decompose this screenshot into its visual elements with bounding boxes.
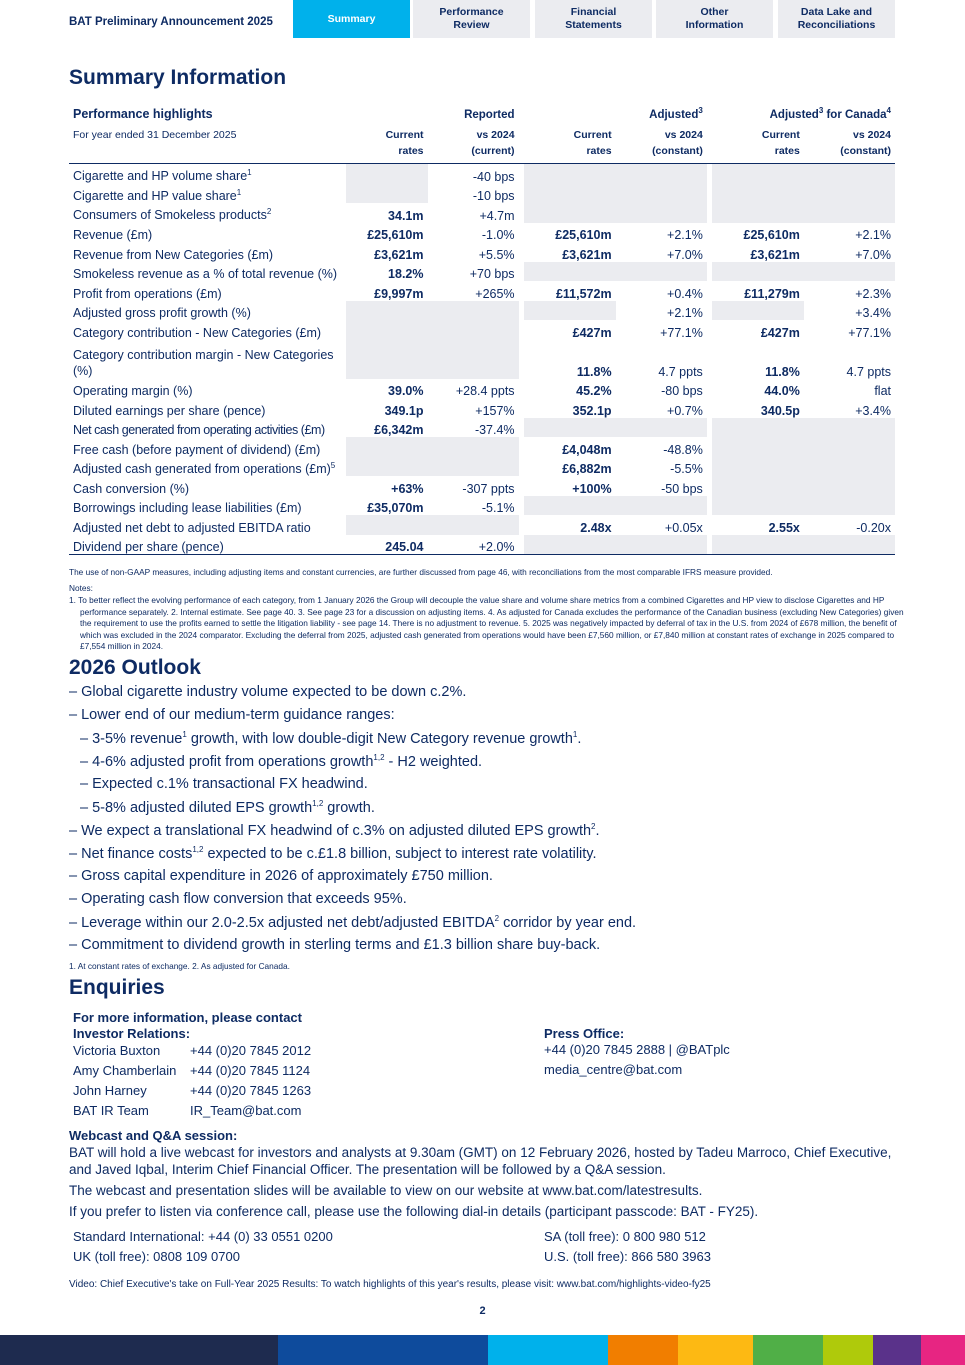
cell-value — [712, 437, 803, 457]
cell-value — [346, 437, 428, 457]
notes-text: 1. To better reflect the evolving performance of each category, from 1 January 2026 the Group will decouple the value share and volume share metrics from a combined Cigarettes and HP view to disclose Cigarettes and HP performance separately. 2. Internal estimate. See page 40. 3. See page 23 for a discussion on adjusting items. 4. As adjusted for Canada excludes the performance of the Canadian business (excluding New Categories) given the requirement to use the profits earned to settle the litigation liability - see page 14. There is no adjustment to revenue. 5. 2025 was negatively impacted by deferral of tax in the U.S. from 2024 of £678 million, the benefit of which was excluded in the 2024 comparator. Excluding the deferral from 2025, adjusted cash generated from operations would have been £7,560 million, or £7,840 million at constant rates of exchange in 2025 compared to £7,554 million in 2024. — [69, 595, 904, 651]
ir-contact-phone[interactable]: +44 (0)20 7845 1263 — [190, 1083, 312, 1098]
cell-value: +2.1% — [855, 228, 891, 242]
outlook-sub-bullet: – 3-5% revenue$^1$ growth, with low double-digit New Category revenue growth$^1$. — [80, 730, 582, 747]
cell-value: +7.0% — [855, 247, 891, 262]
table-row — [69, 398, 895, 418]
cell-value: £11,572m — [555, 286, 612, 301]
dial-in-sa: SA (toll free): 0 800 980 512 — [544, 1229, 706, 1244]
group-reported: Reported — [464, 109, 515, 121]
cell-value — [712, 418, 803, 438]
cell-value: 349.1p — [384, 403, 424, 418]
press-phone[interactable]: +44 (0)20 7845 2888 | @BATplc — [544, 1042, 730, 1057]
table-row — [69, 496, 895, 516]
outlook-bullet: – Global cigarette industry volume expected to be down c.2%. — [69, 684, 467, 700]
cell-value — [346, 320, 428, 340]
cell-value: £4,048m — [562, 442, 612, 457]
footer-color-segment — [278, 1335, 488, 1365]
cell-value: £25,610m — [555, 228, 612, 242]
cell-value — [804, 262, 895, 282]
table-row — [69, 457, 895, 477]
table-row — [69, 184, 895, 204]
outlook-sub-bullet: – 4-6% adjusted profit from operations growth$^{1,2}$ - H2 weighted. — [80, 753, 483, 770]
cell-value: -0.20x — [856, 520, 891, 535]
cell-value — [804, 437, 895, 457]
group-adjusted-canada: Adjusted$^3$ for Canada$^4$ — [769, 106, 891, 121]
cell-value — [428, 437, 519, 457]
video-note: Video: Chief Executive's take on Full-Year 2025 Results: To watch highlights of this year's results, please visit: www.bat.com/highlights-video-fy25 — [69, 1279, 711, 1290]
nongaap-note: The use of non-GAAP measures, including adjusting items and constant currencies, are further discussed from page 46, with reconciliations from the most comparable IFRS measure provided. — [69, 567, 773, 577]
cell-value: £3,621m — [750, 247, 800, 262]
cell-value: 18.2% — [388, 267, 424, 281]
tab-other-information[interactable]: Other Information — [656, 0, 773, 38]
cell-value: 4.7 ppts — [846, 364, 891, 379]
cell-value: -48.8% — [663, 442, 703, 457]
cell-value: -80 bps — [661, 384, 703, 398]
cell-value: +70 bps — [469, 267, 515, 281]
cell-value: £11,279m — [744, 286, 800, 301]
footer-color-segment — [608, 1335, 678, 1365]
brand-title: BAT Preliminary Announcement 2025 — [69, 16, 273, 28]
cell-value: 2.55x — [768, 520, 800, 535]
col-header: vs 2024 (constant) — [804, 121, 895, 164]
cell-value: +100% — [572, 481, 612, 496]
ir-team-email[interactable]: IR_Team@bat.com — [190, 1103, 302, 1118]
cell-value: -10 bps — [472, 189, 515, 203]
cell-value: 352.1p — [572, 403, 612, 418]
cell-value — [346, 515, 428, 535]
row-label: Cash conversion (%) — [73, 481, 190, 496]
footer-color-segment — [678, 1335, 753, 1365]
row-label: Diluted earnings per share (pence) — [73, 403, 266, 418]
cell-value: 245.04 — [346, 535, 428, 555]
ir-contact-name: BAT IR Team — [73, 1103, 149, 1118]
cell-value — [428, 515, 519, 535]
summary-title: Summary Information — [69, 66, 287, 89]
col-header: vs 2024 (current) — [428, 121, 519, 164]
top-navigation — [0, 0, 965, 38]
period-label: For year ended 31 December 2025 — [69, 121, 346, 164]
row-label: Category contribution margin - New Categories (%) — [73, 347, 334, 378]
cell-value: +2.1% — [667, 306, 703, 320]
tab-financial-statements[interactable]: Financial Statements — [535, 0, 652, 38]
dial-in-uk: UK (toll free): 0808 109 0700 — [73, 1249, 240, 1264]
cell-value — [712, 164, 803, 184]
cell-value — [524, 496, 615, 516]
row-label: Revenue (£m) — [73, 228, 153, 242]
cell-value — [804, 535, 895, 555]
cell-value — [804, 164, 895, 184]
page-number: 2 — [479, 1305, 486, 1317]
table-row — [69, 340, 895, 379]
cell-value — [712, 496, 803, 516]
cell-value: +77.1% — [848, 325, 891, 340]
row-label: Cigarette and HP value share$^1$ — [73, 187, 242, 203]
ir-heading: Investor Relations: — [73, 1026, 191, 1041]
table-row — [69, 242, 895, 262]
row-label: Consumers of Smokeless products$^2$ — [73, 207, 272, 223]
cell-value — [616, 164, 707, 184]
cell-value: +3.4% — [855, 403, 891, 418]
row-label: Adjusted net debt to adjusted EBITDA ratio — [73, 520, 311, 535]
outlook-sub-bullet: – Expected c.1% transactional FX headwind. — [80, 776, 368, 792]
cell-value — [524, 535, 615, 555]
cell-value — [712, 203, 803, 223]
outlook-bullet: – Lower end of our medium-term guidance ranges: — [69, 707, 395, 723]
cell-value: 4.7 ppts — [658, 364, 703, 379]
cell-value — [712, 476, 803, 496]
row-label: Revenue from New Categories (£m) — [73, 247, 274, 262]
row-label: Category contribution - New Categories (£m) — [73, 325, 322, 340]
cell-value — [524, 262, 615, 282]
col-header: vs 2024 (constant) — [616, 121, 707, 164]
cell-value: flat — [874, 384, 891, 398]
cell-value: 340.5p — [760, 403, 800, 418]
row-label: Net cash generated from operating activities (£m) — [73, 423, 325, 437]
cell-value: +0.4% — [667, 286, 703, 301]
cell-value: +77.1% — [660, 325, 703, 340]
table-row — [69, 515, 895, 535]
row-label: Dividend per share (pence) — [69, 535, 346, 555]
table-row — [69, 301, 895, 321]
cell-value: £9,997m — [374, 286, 424, 301]
cell-value — [524, 203, 615, 223]
ir-contact-name: Amy Chamberlain — [73, 1063, 177, 1078]
tab-summary[interactable]: Summary — [293, 0, 410, 38]
table-row — [69, 203, 895, 223]
cell-value: £427m — [760, 325, 800, 340]
dial-in-us: U.S. (toll free): 866 580 3963 — [544, 1249, 711, 1264]
cell-value: -1.0% — [481, 228, 515, 242]
table-row — [69, 418, 895, 438]
outlook-bullet: – Leverage within our 2.0-2.5x adjusted net debt/adjusted EBITDA$^2$ corridor by year end. — [69, 914, 637, 931]
cell-value: +2.1% — [667, 228, 703, 242]
webcast-paragraph: The webcast and presentation slides will be available to view on our website at www.bat.com/latestresults. — [69, 1183, 703, 1198]
cell-value: 39.0% — [388, 384, 424, 398]
cell-value — [346, 301, 428, 321]
enquiries-title: Enquiries — [69, 976, 165, 999]
cell-value: +0.05x — [664, 520, 703, 535]
cell-value: 11.8% — [765, 364, 800, 379]
cell-value — [804, 496, 895, 516]
outlook-bullet: – We expect a translational FX headwind of c.3% on adjusted diluted EPS growth$^2$. — [69, 822, 600, 839]
tab-data-lake[interactable]: Data Lake and Reconciliations — [778, 0, 895, 38]
webcast-paragraph: BAT will hold a live webcast for investors and analysts at 9.30am (GMT) on 12 February 2026, hosted by Tadeu Marroco, Chief Executive, and Javed Iqbal, Interim Chief Financial Officer. The presentation will be followed by a Q&A session. — [69, 1145, 892, 1177]
cell-value — [428, 340, 519, 379]
cell-value: 34.1m — [388, 208, 424, 223]
row-label: Cigarette and HP volume share$^1$ — [73, 168, 252, 184]
outlook-bullet: – Gross capital expenditure in 2026 of approximately £750 million. — [69, 868, 493, 884]
table-row — [69, 320, 895, 340]
ir-contact-phone[interactable]: +44 (0)20 7845 1124 — [190, 1063, 311, 1078]
cell-value — [712, 301, 803, 321]
outlook-bullet: – Commitment to dividend growth in sterling terms and £1.3 billion share buy-back. — [69, 937, 601, 953]
performance-highlights-table — [69, 101, 895, 555]
cell-value: £25,610m — [367, 228, 424, 242]
col-header: Current rates — [712, 121, 803, 164]
cell-value — [524, 418, 615, 438]
outlook-bullet: – Operating cash flow conversion that exceeds 95%. — [69, 891, 407, 907]
table-row — [69, 223, 895, 243]
table-row — [69, 535, 895, 555]
cell-value: +63% — [391, 481, 424, 496]
cell-value — [804, 203, 895, 223]
cell-value: +2.0% — [428, 535, 519, 555]
group-adjusted: Adjusted$^3$ — [649, 106, 703, 121]
footer-color-segment — [921, 1335, 965, 1365]
cell-value — [712, 535, 803, 555]
cell-value — [524, 164, 615, 184]
footer-color-segment — [488, 1335, 608, 1365]
cell-value: +157% — [475, 403, 515, 418]
row-label: Operating margin (%) — [73, 384, 193, 398]
table-row — [69, 476, 895, 496]
row-label: Adjusted gross profit growth (%) — [73, 306, 251, 320]
cell-value: 11.8% — [576, 364, 612, 379]
table-title: Performance highlights — [73, 107, 213, 121]
cell-value: £6,882m — [562, 462, 612, 476]
cell-value — [712, 457, 803, 477]
cell-value: +5.5% — [478, 247, 515, 262]
outlook-bullet: – Net finance costs$^{1,2}$ expected to be c.£1.8 billion, subject to interest rate volatility. — [69, 845, 597, 862]
cell-value — [712, 184, 803, 204]
cell-value: £3,621m — [374, 247, 424, 262]
dial-in-standard: Standard International: +44 (0) 33 0551 0200 — [73, 1229, 333, 1244]
row-label: Profit from operations (£m) — [73, 286, 222, 301]
cell-value — [616, 535, 707, 555]
cell-value: +4.7m — [479, 208, 515, 223]
table-row — [69, 379, 895, 399]
notes-label: Notes: — [69, 583, 93, 593]
ir-contact-name: John Harney — [73, 1083, 147, 1098]
cell-value — [428, 457, 519, 477]
footer-color-segment — [753, 1335, 823, 1365]
cell-value — [524, 184, 615, 204]
cell-value — [428, 320, 519, 340]
contact-heading: For more information, please contact — [73, 1010, 302, 1025]
cell-value — [428, 301, 519, 321]
table-row — [69, 262, 895, 282]
cell-value: £6,342m — [374, 423, 424, 437]
cell-value: -40 bps — [472, 169, 515, 184]
cell-value: 2.48x — [580, 520, 612, 535]
outlook-footnote: 1. At constant rates of exchange. 2. As adjusted for Canada. — [69, 961, 290, 971]
cell-value — [616, 496, 707, 516]
ir-contact-phone[interactable]: +44 (0)20 7845 2012 — [190, 1043, 312, 1058]
row-label: Free cash (before payment of dividend) (£m) — [73, 442, 321, 457]
cell-value: 45.2% — [576, 384, 612, 398]
cell-value: +28.4 ppts — [455, 384, 515, 398]
table-row — [69, 164, 895, 184]
table-row — [69, 437, 895, 457]
cell-value — [524, 301, 615, 321]
cell-value: +7.0% — [667, 247, 703, 262]
cell-value: -50 bps — [661, 481, 703, 496]
cell-value — [616, 184, 707, 204]
press-heading: Press Office: — [544, 1026, 625, 1041]
cell-value: £35,070m — [367, 501, 424, 515]
cell-value — [804, 476, 895, 496]
cell-value: £25,610m — [743, 228, 800, 242]
cell-value: +2.3% — [855, 286, 891, 301]
cell-value — [804, 184, 895, 204]
cell-value — [346, 457, 428, 477]
cell-value: +0.7% — [667, 403, 703, 418]
cell-value — [804, 418, 895, 438]
webcast-heading: Webcast and Q&A session: — [69, 1128, 238, 1143]
press-email[interactable]: media_centre@bat.com — [544, 1062, 683, 1077]
table-row — [69, 281, 895, 301]
cell-value: -307 ppts — [462, 481, 515, 496]
footer-color-segment — [873, 1335, 921, 1365]
webcast-paragraph: If you prefer to listen via conference call, please use the following dial-in details (participant passcode: BAT - FY25). — [69, 1204, 759, 1219]
cell-value — [616, 418, 707, 438]
cell-value — [346, 184, 428, 204]
outlook-sub-bullet: – 5-8% adjusted diluted EPS growth$^{1,2}$ growth. — [80, 799, 375, 816]
row-label: Adjusted cash generated from operations (£m)$^5$ — [73, 460, 336, 476]
cell-value: £3,621m — [562, 247, 612, 262]
cell-value — [616, 262, 707, 282]
cell-value — [616, 203, 707, 223]
cell-value — [346, 340, 428, 379]
cell-value: +265% — [475, 286, 515, 301]
col-header: Current rates — [524, 121, 615, 164]
col-header: Current rates — [346, 121, 428, 164]
cell-value: -5.1% — [481, 501, 515, 515]
cell-value: +3.4% — [855, 306, 891, 320]
cell-value — [804, 457, 895, 477]
tab-performance-review[interactable]: Performance Review — [413, 0, 530, 38]
cell-value: £427m — [572, 325, 612, 340]
cell-value — [712, 262, 803, 282]
row-label: Smokeless revenue as a % of total revenue (%) — [73, 267, 338, 281]
footer-color-bar — [0, 1335, 965, 1365]
table-body — [69, 164, 895, 555]
footer-color-segment — [0, 1335, 278, 1365]
outlook-title: 2026 Outlook — [69, 656, 201, 679]
ir-contact-name: Victoria Buxton — [73, 1043, 161, 1058]
cell-value — [346, 164, 428, 184]
footer-color-segment — [823, 1335, 873, 1365]
cell-value: -37.4% — [474, 423, 515, 437]
cell-value: 44.0% — [764, 384, 800, 398]
cell-value: -5.5% — [670, 462, 703, 476]
row-label: Borrowings including lease liabilities (£m) — [73, 501, 302, 515]
